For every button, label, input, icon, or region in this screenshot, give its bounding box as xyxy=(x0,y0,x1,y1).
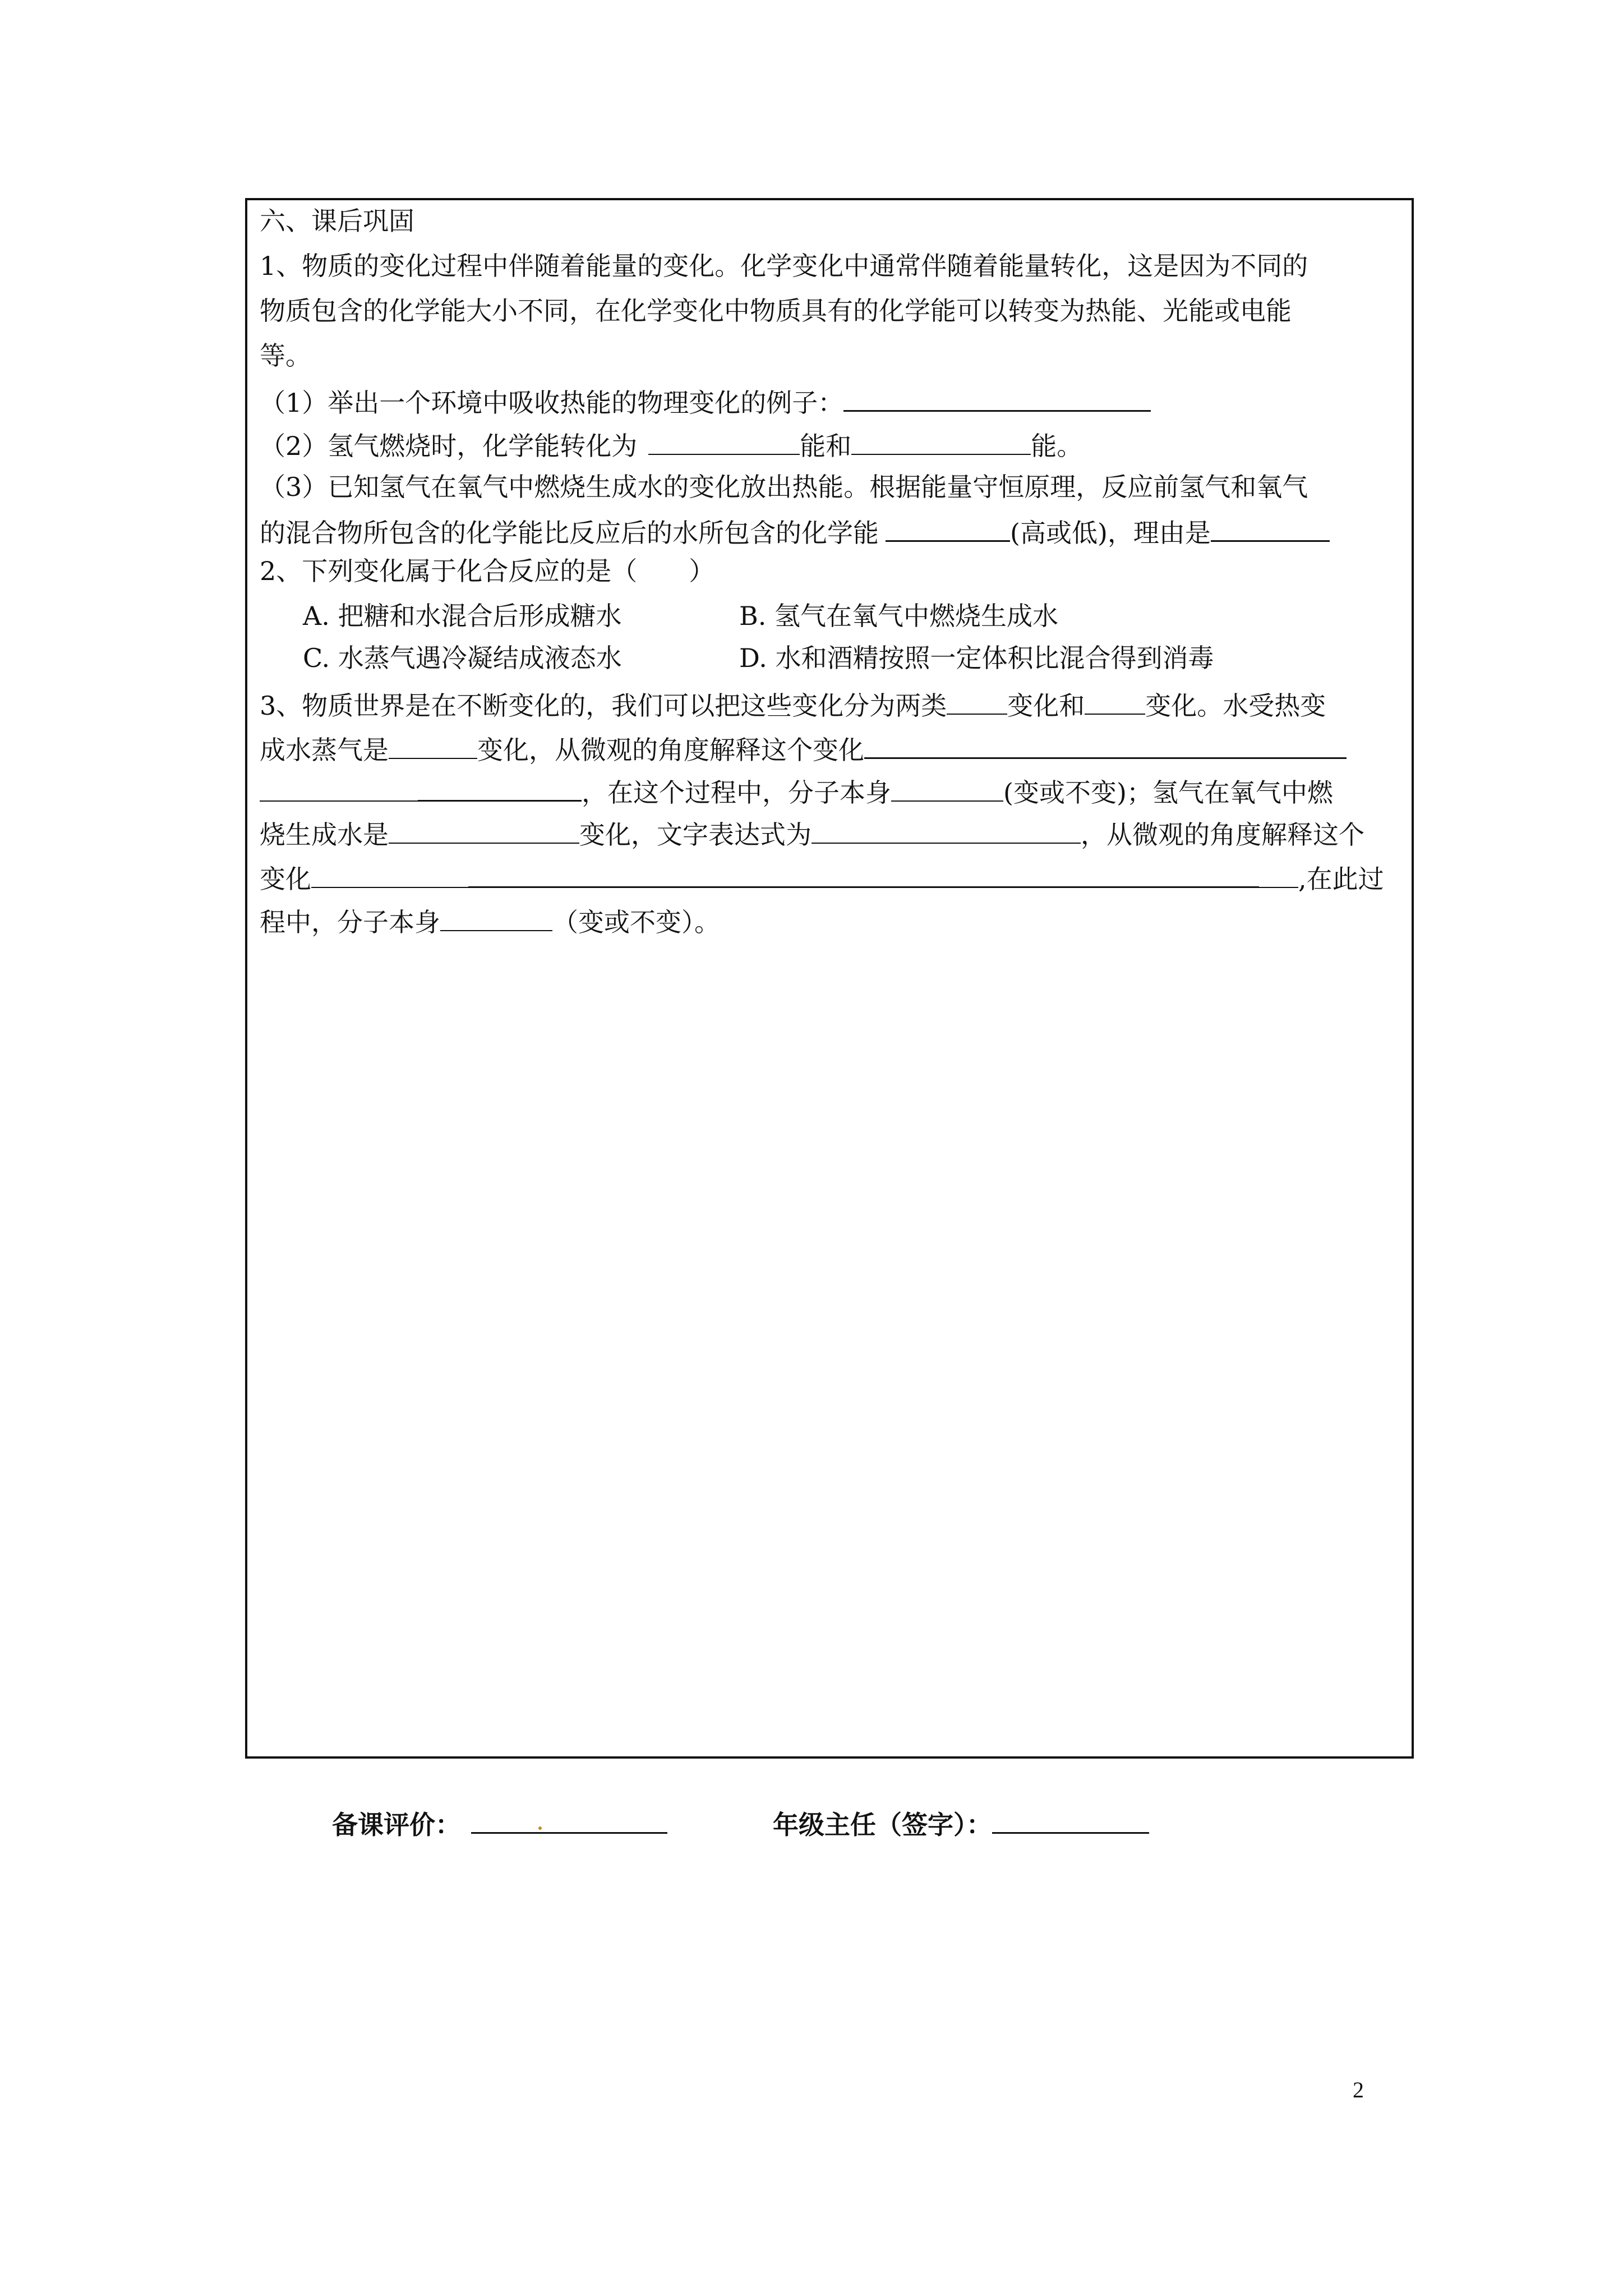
q1-sub1 xyxy=(260,385,1151,416)
q3-l6-text-a: 程中，分子本身 xyxy=(260,907,440,937)
q3-blank-micro1-b[interactable] xyxy=(260,776,418,802)
q1-sub3-line1: （3）已知氢气在氧气中燃烧生成水的变化放出热能。根据能量守恒原理，反应前氢气和氧气 xyxy=(260,472,1308,502)
director-signature-field xyxy=(773,1807,1149,1838)
review-blank[interactable] xyxy=(471,1807,667,1834)
q1-text-line2: 物质包含的化学能大小不同，在化学变化中物质具有的化学能可以转变为热能、光能或电能 xyxy=(260,296,1292,326)
q3-blank-water-change[interactable] xyxy=(389,733,477,759)
page-number: 2 xyxy=(1353,2077,1364,2102)
q2-stem: 2、下列变化属于化合反应的是（ ） xyxy=(260,556,715,586)
q3-l1-text-a: 3、物质世界是在不断变化的，我们可以把这些变化分为两类 xyxy=(260,691,947,721)
q3-blank-h2-change[interactable] xyxy=(389,818,579,844)
q3-l3-text-b: (变或不变)；氢气在氧气中燃 xyxy=(1003,777,1333,808)
q3-blank-type1[interactable] xyxy=(947,689,1007,715)
q3-line2 xyxy=(260,733,1347,763)
q1-sub2-text-c: 能。 xyxy=(1031,431,1083,461)
q3-l2-text-b: 变化，从微观的角度解释这个变化 xyxy=(477,735,864,765)
review-label: 备课评价： xyxy=(332,1810,461,1840)
q1-sub2-text-a: （2）氢气燃烧时，化学能转化为 xyxy=(260,431,638,461)
q1-sub3-blank2[interactable] xyxy=(1211,516,1330,542)
q3-line6 xyxy=(260,905,720,935)
q2-option-a[interactable]: A. 把糖和水混合后形成糖水 xyxy=(303,601,622,631)
q2-option-b[interactable]: B. 氢气在氧气中燃烧生成水 xyxy=(739,601,1059,631)
q1-sub2-blank1[interactable] xyxy=(648,429,800,455)
q3-l1-text-c: 变化。水受热变 xyxy=(1145,691,1326,721)
q1-text-line1: 1、物质的变化过程中伴随着能量的变化。化学变化中通常伴随着能量转化，这是因为不同的 xyxy=(260,251,1308,281)
director-label: 年级主任（签字）： xyxy=(773,1810,992,1840)
q3-blank-type2[interactable] xyxy=(1085,689,1145,715)
q1-sub3-text-b: (高或低)，理由是 xyxy=(1010,518,1211,548)
q3-blank-micro2-c[interactable] xyxy=(1259,862,1298,888)
q3-l4-text-a: 烧生成水是 xyxy=(260,820,389,850)
q1-sub2-blank2[interactable] xyxy=(851,429,1031,455)
q1-sub1-text: （1）举出一个环境中吸收热能的物理变化的例子： xyxy=(260,388,844,418)
q3-l5-text-b: ,在此过 xyxy=(1298,864,1384,894)
q3-blank-micro1-c[interactable] xyxy=(418,775,582,802)
q1-sub1-blank[interactable] xyxy=(843,385,1151,412)
q3-l2-text-a: 成水蒸气是 xyxy=(260,735,389,765)
q1-text-line3: 等。 xyxy=(260,341,311,371)
stray-mark xyxy=(538,1826,542,1830)
q1-sub2 xyxy=(260,429,1082,459)
q3-l4-text-b: 变化，文字表达式为 xyxy=(579,820,811,850)
q3-line1 xyxy=(260,689,1326,719)
q3-l4-text-c: ，从微观的角度解释这个 xyxy=(1081,820,1364,850)
q3-blank-micro1-a[interactable] xyxy=(864,733,1347,759)
q3-blank-molecule2[interactable] xyxy=(440,905,552,931)
section-title: 六、课后巩固 xyxy=(260,206,414,236)
q3-blank-molecule1[interactable] xyxy=(891,776,1003,802)
director-signature-blank[interactable] xyxy=(992,1807,1149,1834)
q1-sub3-text-a: 的混合物所包含的化学能比反应后的水所包含的化学能 xyxy=(260,518,879,548)
q2-option-d[interactable]: D. 水和酒精按照一定体积比混合得到消毒 xyxy=(739,643,1214,673)
q1-sub3-blank1[interactable] xyxy=(886,516,1010,542)
q3-blank-micro2-b[interactable] xyxy=(468,862,1259,888)
q3-line3 xyxy=(260,775,1333,806)
q1-sub2-text-b: 能和 xyxy=(800,431,852,461)
q3-l3-text-a: ，在这个过程中，分子本身 xyxy=(582,777,891,808)
review-field xyxy=(332,1807,667,1838)
q3-blank-micro2-a[interactable] xyxy=(311,862,468,888)
q3-line4 xyxy=(260,818,1364,848)
q3-blank-equation[interactable] xyxy=(811,818,1081,844)
q3-l1-text-b: 变化和 xyxy=(1007,691,1085,721)
q2-option-c[interactable]: C. 水蒸气遇冷凝结成液态水 xyxy=(303,643,622,673)
q3-line5 xyxy=(260,862,1384,892)
q1-sub3-line2 xyxy=(260,516,1330,546)
q3-l5-text-a: 变化 xyxy=(260,864,311,894)
q3-l6-text-b: （变或不变）。 xyxy=(552,907,720,937)
